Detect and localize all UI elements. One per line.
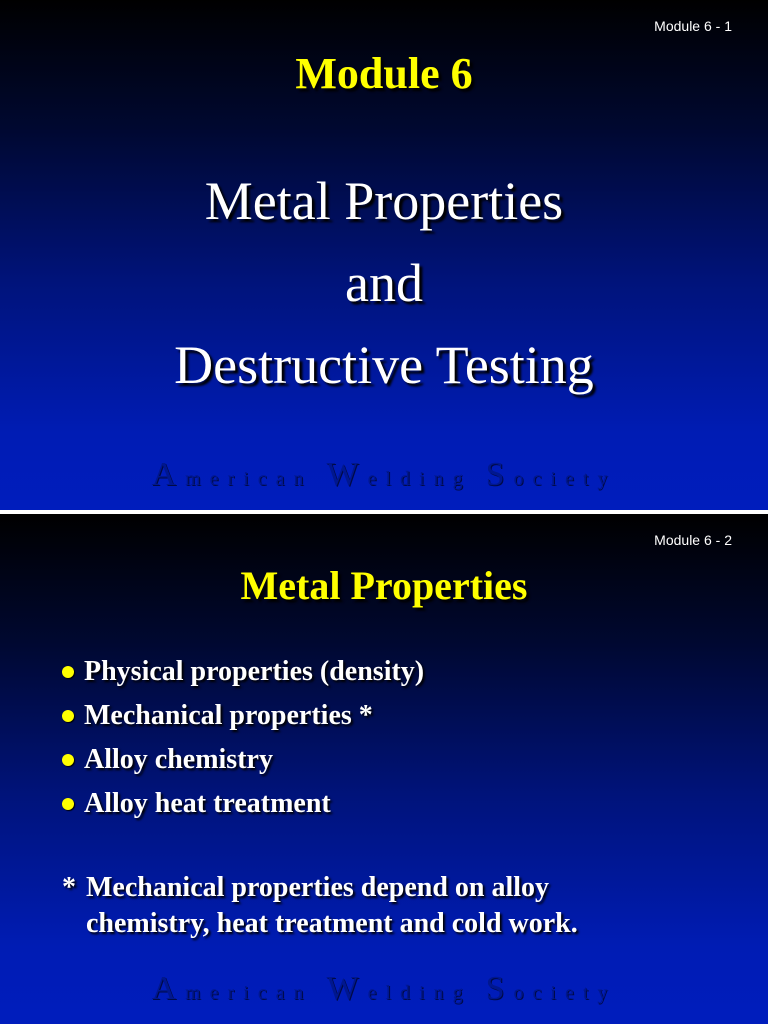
footnote-line-1: Mechanical properties depend on alloy (86, 872, 550, 903)
bullet-text: Mechanical properties * (84, 700, 373, 731)
slide-2 (0, 514, 768, 1024)
bullet-item (62, 694, 424, 738)
bullet-list (62, 650, 424, 826)
slide-number: Module 6 - 1 (654, 18, 732, 34)
section-title: Metal Properties (240, 563, 528, 608)
bullet-text: Alloy heat treatment (84, 788, 331, 819)
footnote-line-2: chemistry, heat treatment and cold work. (86, 908, 578, 939)
watermark-word: Welding (326, 456, 486, 493)
watermark-word: Society (485, 456, 617, 493)
bullet-text: Alloy chemistry (84, 744, 273, 775)
slide-title (0, 160, 768, 406)
bullet-text: Physical properties (density) (84, 656, 425, 687)
bullet-item (62, 782, 424, 826)
title-line-2: and (345, 253, 423, 313)
bullet-item (62, 650, 424, 694)
footnote-marker: * (62, 872, 76, 903)
watermark-logo (0, 456, 768, 494)
module-title: Module 6 (295, 49, 473, 98)
bullet-dot-icon (62, 798, 74, 810)
slide-number: Module 6 - 2 (654, 532, 732, 548)
bullet-dot-icon (62, 710, 74, 722)
watermark-word: Society (485, 970, 617, 1007)
watermark-word: American (151, 970, 327, 1007)
watermark-logo (0, 970, 768, 1008)
watermark-word: American (151, 456, 327, 493)
slide-1 (0, 0, 768, 510)
footnote (62, 870, 578, 942)
bullet-item (62, 738, 424, 782)
bullet-dot-icon (62, 666, 74, 678)
watermark-word: Welding (326, 970, 486, 1007)
title-line-3: Destructive Testing (174, 335, 594, 395)
bullet-dot-icon (62, 754, 74, 766)
title-line-1: Metal Properties (204, 171, 564, 231)
